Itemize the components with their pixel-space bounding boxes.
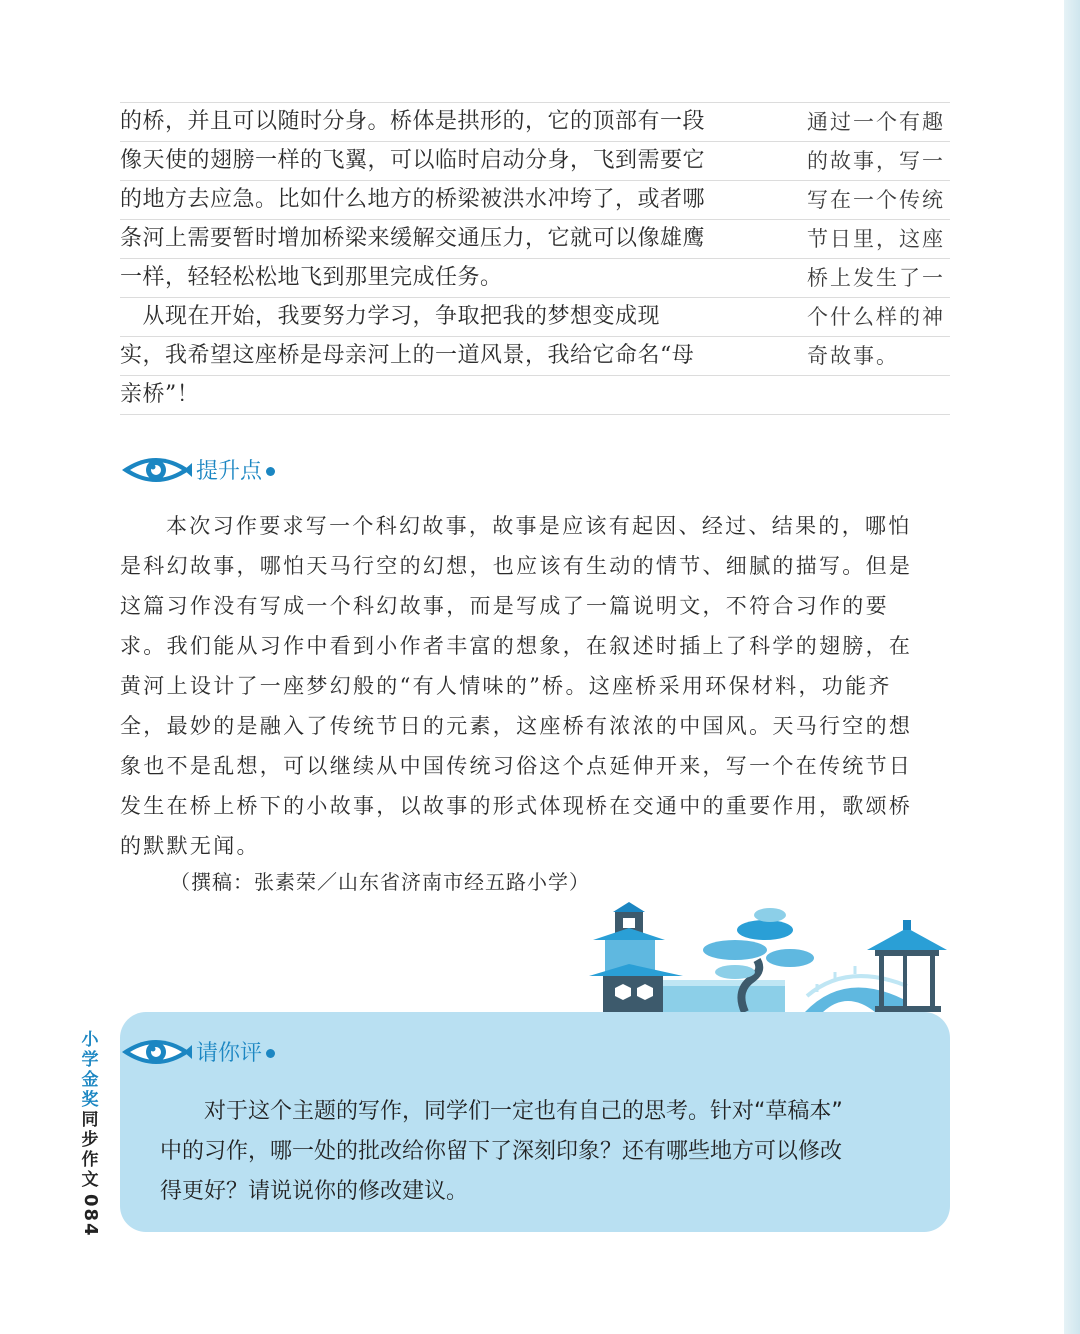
essay-line-text: 的桥，并且可以随时分身。桥体是拱形的，它的顶部有一段 [120, 109, 706, 134]
margin-comment: 节日里，这座 [807, 227, 945, 251]
essay-line [120, 297, 950, 336]
essay-line-text: 亲桥”！ [120, 382, 200, 407]
essay-line [120, 102, 950, 141]
commentary-line: 求。我们能从习作中看到小作者丰富的想象，在叙述时插上了科学的翅膀，在 [120, 634, 913, 658]
commentary-line: 本次习作要求写一个科幻故事，故事是应该有起因、经过、结果的，哪怕 [166, 514, 912, 538]
commentary-line: 发生在桥上桥下的小故事，以故事的形式体现桥在交通中的重要作用，歌颂桥 [120, 794, 913, 818]
spine-brand: 小学金奖 [81, 1030, 99, 1110]
commentary-line: 这篇习作没有写成一个科幻故事，而是写成了一篇说明文，不符合习作的要 [120, 594, 889, 618]
margin-comment: 桥上发生了一 [807, 266, 945, 290]
spine-series: 同步作文 [81, 1110, 99, 1190]
commentary-line: 是科幻故事，哪怕天马行空的幻想，也应该有生动的情节、细腻的描写。但是 [120, 554, 913, 578]
improve-title: 提升点 [196, 459, 263, 484]
byline: （撰稿：张素荣／山东省济南市经五路小学） [170, 870, 590, 894]
essay-line [120, 219, 950, 258]
commentary-line: 的默默无闻。 [120, 834, 260, 858]
essay-line-text: 的地方去应急。比如什么地方的桥梁被洪水冲垮了，或者哪 [120, 187, 706, 212]
essay-line-text: 像天使的翅膀一样的飞翼，可以临时启动分身，飞到需要它 [120, 148, 706, 173]
essay-line [120, 375, 950, 415]
page-edge-strip [1064, 0, 1080, 1334]
essay-line [120, 180, 950, 219]
essay-line-text: 实，我希望这座桥是母亲河上的一道风景，我给它命名“母 [120, 343, 695, 368]
evaluate-line: 对于这个主题的写作，同学们一定也有自己的思考。针对“草稿本” [204, 1099, 843, 1124]
title-dot [266, 1049, 275, 1058]
essay-line-text: 从现在开始，我要努力学习，争取把我的梦想变成现 [120, 304, 661, 329]
essay-line-text: 条河上需要暂时增加桥梁来缓解交通压力，它就可以像雄鹰 [120, 226, 706, 251]
title-dot [266, 467, 275, 476]
margin-comment: 的故事，写一 [807, 149, 945, 173]
evaluate-line: 得更好？请说说你的修改建议。 [160, 1179, 469, 1204]
evaluate-line: 中的习作，哪一处的批改给你留下了深刻印象？还有哪些地方可以修改 [160, 1139, 843, 1164]
essay-line [120, 258, 950, 297]
commentary-line: 象也不是乱想，可以继续从中国传统习俗这个点延伸开来，写一个在传统节日 [120, 754, 913, 778]
pavilion-icon [867, 920, 947, 1012]
scenery-illustration [585, 900, 950, 1015]
margin-comment: 通过一个有趣 [807, 110, 945, 134]
improve-commentary [120, 506, 950, 866]
essay-line [120, 336, 950, 375]
eye-icon [120, 450, 194, 490]
commentary-line: 全，最妙的是融入了传统节日的元素，这座桥有浓浓的中国风。天马行空的想 [120, 714, 913, 738]
essay-line-text: 一样，轻轻松松地飞到那里完成任务。 [120, 265, 503, 290]
spine-label [78, 1030, 102, 1238]
margin-comment: 奇故事。 [807, 344, 899, 368]
essay-section [120, 102, 950, 415]
page-number: 084 [80, 1194, 101, 1238]
margin-comment: 写在一个传统 [807, 188, 945, 212]
bridge-icon [805, 966, 907, 1012]
essay-line [120, 141, 950, 180]
eye-icon [120, 1032, 194, 1072]
evaluate-title: 请你评 [196, 1041, 263, 1066]
margin-comment: 个什么样的神 [807, 305, 945, 329]
commentary-line: 黄河上设计了一座梦幻般的“有人情味的”桥。这座桥采用环保材料，功能齐 [120, 674, 892, 698]
